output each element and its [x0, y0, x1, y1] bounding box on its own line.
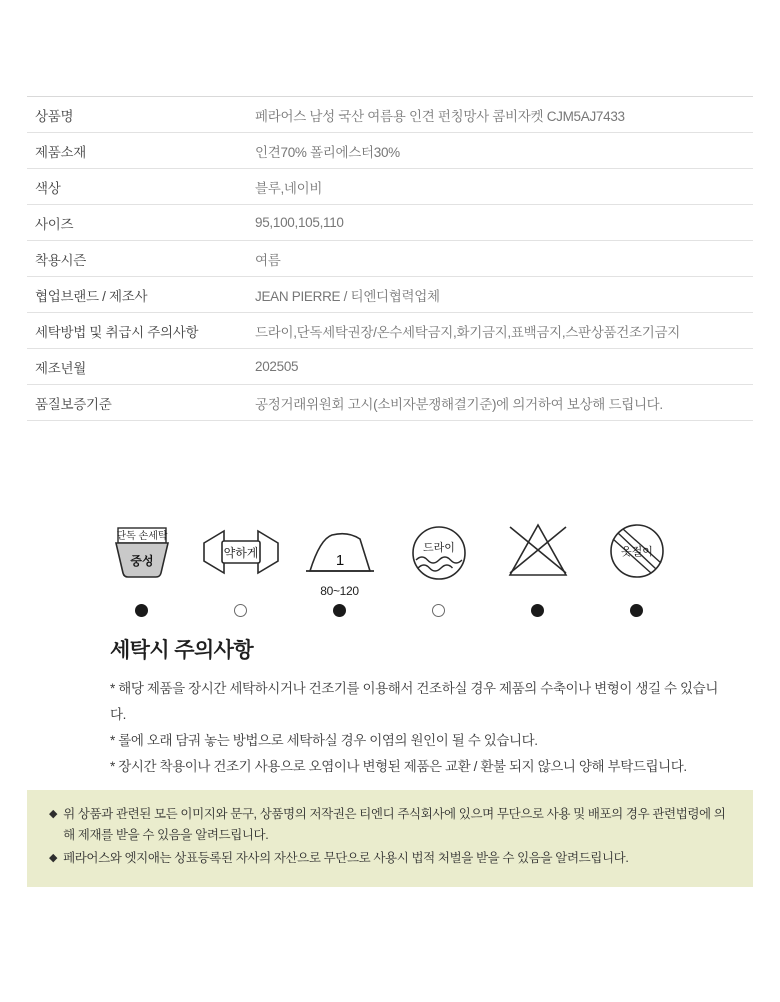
- table-row: [27, 313, 753, 349]
- care-status-dot: [234, 604, 247, 617]
- table-row: [27, 169, 753, 205]
- care-symbol-item: [488, 512, 587, 617]
- spec-label: 사이즈: [35, 216, 74, 232]
- product-spec-table: [27, 96, 753, 421]
- care-status-dot: [333, 604, 346, 617]
- table-row: [27, 241, 753, 277]
- spec-value: 공정거래위원회 고시(소비자분쟁해결기준)에 의거하여 보상해 드립니다.: [255, 396, 663, 412]
- copyright-text: 페라어스와 엣지애는 상표등록된 자사의 자산으로 무단으로 사용시 법적 처벌을 받을 수 있음을 알려드립니다.: [63, 851, 629, 865]
- spec-value: 페라어스 남성 국산 여름용 인견 펀칭망사 콤비자켓 CJM5AJ7433: [255, 108, 625, 124]
- table-row: [27, 133, 753, 169]
- table-row: [27, 349, 753, 385]
- iron-icon: [298, 512, 382, 588]
- spec-label: 색상: [35, 180, 61, 196]
- svg-text:드라이: 드라이: [422, 542, 455, 554]
- spec-label: 세탁방법 및 취급시 주의사항: [35, 324, 199, 340]
- care-status-dot: [135, 604, 148, 617]
- care-status-dot: [432, 604, 445, 617]
- note-line: * 롤에 오래 담궈 놓는 방법으로 세탁하실 경우 이염의 원인이 될 수 있습니다.: [110, 733, 538, 748]
- spec-value: 블루,네이비: [255, 180, 323, 196]
- svg-text:단독 손세탁: 단독 손세탁: [115, 531, 168, 542]
- svg-text:옷걸이: 옷걸이: [620, 546, 653, 558]
- copyright-line: [49, 804, 735, 846]
- spec-value: 95,100,105,110: [255, 215, 344, 230]
- svg-text:1: 1: [335, 552, 344, 569]
- care-symbol-item: [587, 512, 686, 617]
- table-row: [27, 97, 753, 133]
- spec-label: 제조년월: [35, 360, 86, 376]
- note-line: * 해당 제품을 장시간 세탁하시거나 건조기를 이용해서 건조하실 경우 제품의 수축이나 변형이 생길 수 있습니다.: [110, 681, 718, 722]
- spec-label: 품질보증기준: [35, 396, 112, 412]
- copyright-line: [49, 848, 735, 869]
- care-status-dot: [630, 604, 643, 617]
- care-symbol-item: [290, 512, 389, 617]
- spec-value: 202505: [255, 359, 299, 374]
- spec-label: 제품소재: [35, 144, 86, 160]
- spec-value: 여름: [255, 252, 281, 268]
- spec-value: JEAN PIERRE / 티엔디협력업체: [255, 288, 440, 304]
- table-row: [27, 277, 753, 313]
- spec-value: 드라이,단독세탁권장/온수세탁금지,화기금지,표백금지,스판상품건조기금지: [255, 324, 680, 340]
- copyright-notice: [27, 790, 753, 887]
- copyright-text: 위 상품과 관련된 모든 이미지와 문구, 상품명의 저작권은 티엔디 주식회사에 있으며 무단으로 사용 및 배포의 경우 관련법령에 의해 제재를 받을 수 있음을 알려드립니다.: [63, 807, 726, 842]
- spec-label: 상품명: [35, 108, 74, 124]
- care-symbol-row: [92, 512, 688, 617]
- care-symbol-item: [191, 512, 290, 617]
- hang-dry-icon: [599, 512, 675, 588]
- table-row: [27, 385, 753, 421]
- care-status-dot: [531, 604, 544, 617]
- svg-text:약하게: 약하게: [223, 546, 258, 560]
- care-caption: 80~120: [320, 584, 359, 598]
- care-symbol-item: [92, 512, 191, 617]
- spec-label: 협업브랜드 / 제조사: [35, 288, 148, 304]
- washing-notes-section: [110, 634, 730, 780]
- spec-value: 인견70% 폴리에스터30%: [255, 144, 400, 160]
- diamond-bullet-icon: ◆: [49, 808, 58, 820]
- note-line: * 장시간 착용이나 건조기 사용으로 오염이나 변형된 제품은 교환 / 환불 되지 않으니 양해 부탁드립니다.: [110, 759, 687, 774]
- dry-clean-icon: [401, 512, 477, 588]
- hand-wash-neutral-icon: [104, 512, 180, 588]
- spec-label: 착용시즌: [35, 252, 86, 268]
- notes-title: 세탁시 주의사항: [110, 639, 254, 662]
- care-symbol-item: [389, 512, 488, 617]
- diamond-bullet-icon: ◆: [49, 852, 58, 864]
- gentle-wring-icon: [196, 512, 286, 588]
- no-tumble-dry-icon: [498, 512, 578, 588]
- svg-text:중성: 중성: [129, 554, 154, 568]
- table-row: [27, 205, 753, 241]
